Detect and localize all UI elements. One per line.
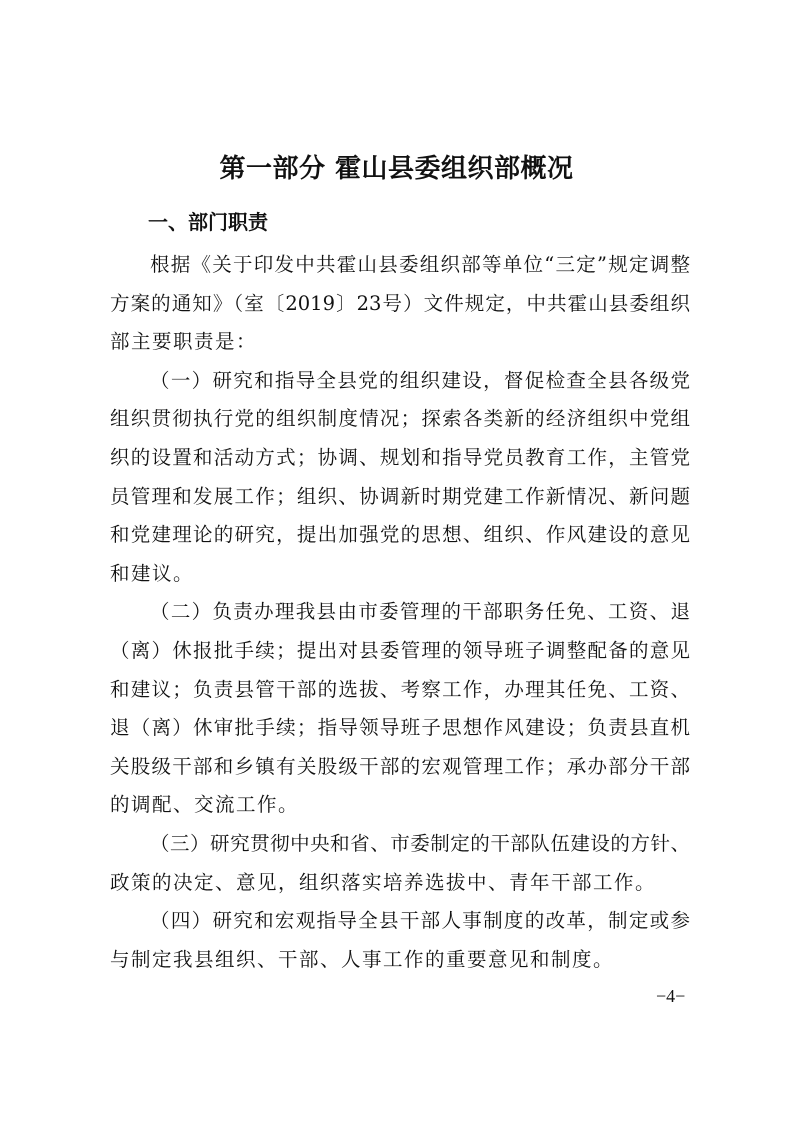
paragraph-intro	[110, 246, 690, 362]
paragraph-line: 关股级干部和乡镇有关股级干部的宏观管理工作；承办部分干部	[110, 754, 690, 778]
document-body	[110, 246, 690, 979]
paragraph-line: 的调配、交流工作。	[110, 793, 300, 817]
paragraph-duty-1	[110, 362, 690, 594]
paragraph-line: （二）负责办理我县由市委管理的干部职务任免、工资、退	[150, 600, 690, 624]
paragraph-line: 根据《关于印发中共霍山县委组织部等单位“三定”规定调整	[150, 253, 690, 276]
section-heading: 一、部门职责	[148, 210, 268, 234]
paragraph-line: 方案的通知》（室〔2019〕23号）文件规定，中共霍山县委组织	[110, 291, 690, 315]
paragraph-line: （四）研究和宏观指导全县干部人事制度的改革，制定或参	[150, 909, 690, 933]
paragraph-line: 和党建理论的研究，提出加强党的思想、组织、作风建设的意见	[110, 523, 690, 547]
paragraph-line: 部主要职责是：	[110, 330, 258, 354]
paragraph-line: 退（离）休审批手续；指导领导班子思想作风建设；负责县直机	[110, 716, 690, 740]
paragraph-line: （离）休报批手续；提出对县委管理的领导班子调整配备的意见	[110, 638, 690, 662]
paragraph-line: 和建议；负责县管干部的选拔、考察工作，办理其任免、工资、	[110, 677, 690, 701]
page-number: −4−	[656, 986, 686, 1006]
paragraph-line: 组织贯彻执行党的组织制度情况；探索各类新的经济组织中党组	[110, 407, 690, 431]
paragraph-line: （三）研究贯彻中央和省、市委制定的干部队伍建设的方针、	[150, 831, 690, 855]
page-title: 第一部分 霍山县委组织部概况	[219, 154, 574, 184]
paragraph-duty-2	[110, 593, 690, 825]
paragraph-duty-4	[110, 902, 690, 979]
paragraph-duty-3	[110, 825, 690, 902]
paragraph-line: 员管理和发展工作；组织、协调新时期党建工作新情况、新问题	[110, 484, 690, 508]
paragraph-line: 织的设置和活动方式；协调、规划和指导党员教育工作，主管党	[110, 445, 690, 469]
paragraph-line: 与制定我县组织、干部、人事工作的重要意见和制度。	[110, 947, 615, 971]
paragraph-line: 和建议。	[110, 561, 195, 585]
paragraph-line: 政策的决定、意见，组织落实培养选拔中、青年干部工作。	[110, 870, 657, 894]
paragraph-line: （一）研究和指导全县党的组织建设，督促检查全县各级党	[150, 368, 690, 392]
